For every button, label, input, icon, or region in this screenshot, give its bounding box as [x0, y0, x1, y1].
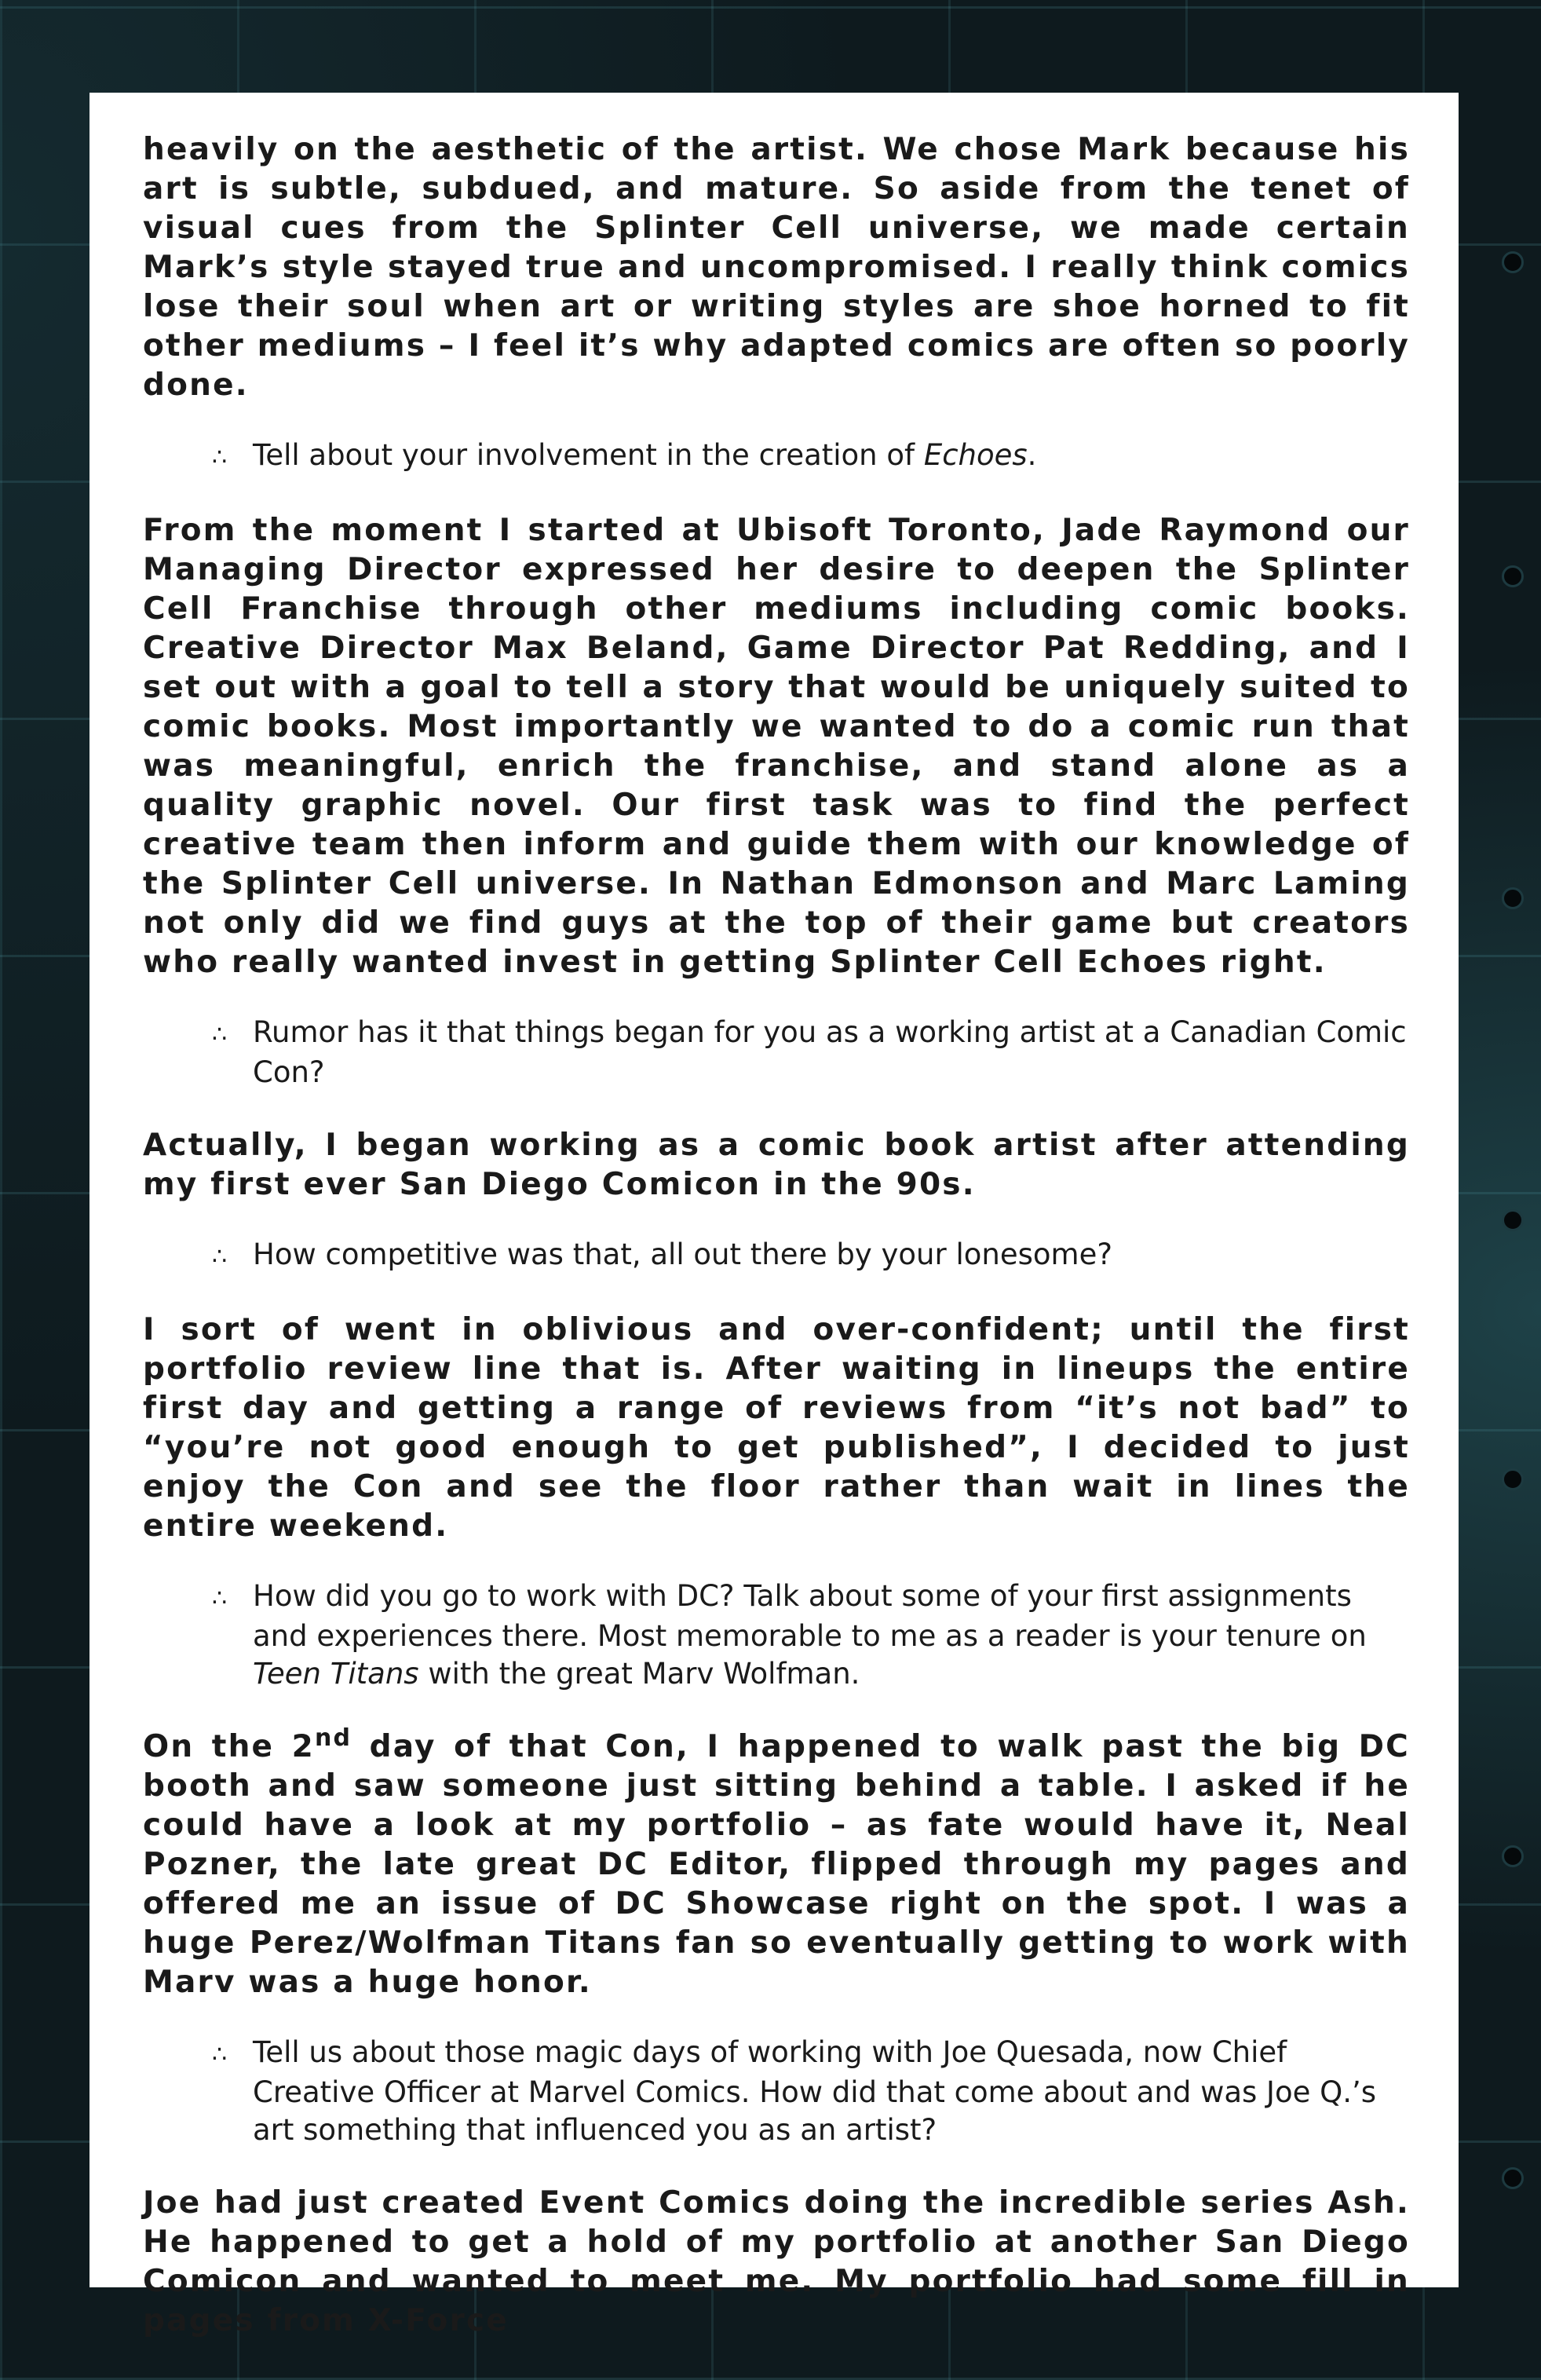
interview-question	[143, 437, 1410, 477]
question-text: How did you go to work with DC? Talk about some of your first assignments and experiences there. Most memorable to me as a reader is your tenure on	[253, 1579, 1367, 1653]
interview-question	[143, 1236, 1410, 1276]
background-dot	[1502, 1845, 1524, 1867]
background-dot	[1502, 1468, 1524, 1490]
question-text: Rumor has it that things began for you as a working artist at a Canadian Comic Con?	[253, 1015, 1407, 1089]
question-text-end: with the great Marv Wolfman.	[418, 1657, 860, 1691]
answer-text: On the 2	[143, 1729, 315, 1764]
interview-question	[143, 1578, 1410, 1693]
question-text: Tell us about those magic days of working with Joe Quesada, now Chief Creative Officer at Marvel Comics. How did that come about and was Joe Q.’s art something that influenced you as an artist?	[253, 2035, 1377, 2147]
background-dot	[1502, 251, 1524, 273]
bullet-icon: ∴	[212, 2041, 228, 2068]
interview-question	[143, 2034, 1410, 2149]
background-dot	[1502, 565, 1524, 587]
question-text: How competitive was that, all out there by your lonesome?	[253, 1238, 1112, 1271]
interview-page	[89, 93, 1459, 2338]
answer-paragraph: I sort of went in oblivious and over-confident; until the first portfolio review line that is. After waiting in lineups the entire first day and getting a range of reviews from “it’s not bad” to “you’re not good enough to get published”, I decided to just enjoy the Con and see the floor rather than wait in lines the entire weekend.	[143, 1312, 1410, 1544]
title-italic: Teen Titans	[253, 1657, 419, 1691]
background-dot	[1502, 2167, 1524, 2189]
background-dot	[1502, 887, 1524, 909]
title-italic: Echoes	[923, 438, 1028, 472]
answer-text-end: day of that Con, I happened to walk past the big DC booth and saw someone just sitting behind a table. I asked if he could have a look at my portfolio – as fate would have it, Neal Pozner, the late great DC Editor, flipped through my pages and offered me an issue of DC Showcase right on the spot. I was a huge Perez/Wolfman Titans fan so eventually getting to work with Marv was a huge honor.	[143, 1729, 1411, 2000]
background-dot	[1502, 1209, 1524, 1231]
bullet-icon: ∴	[212, 1585, 228, 1612]
bullet-icon: ∴	[212, 1243, 228, 1270]
bullet-icon: ∴	[212, 1021, 228, 1048]
answer-paragraph	[143, 1724, 1411, 2002]
ordinal-suffix: nd	[314, 1724, 352, 1752]
answer-paragraph: heavily on the aesthetic of the artist. We chose Mark because his art is subtle, subdued, and mature. So aside from the tenet of visual cues from the Splinter Cell universe, we made certain Mark’s style stayed true and uncompromised. I really think comics lose their soul when art or writing styles are shoe horned to fit other mediums – I feel it’s why adapted comics are often so poorly done.	[143, 132, 1410, 403]
answer-paragraph: Actually, I began working as a comic book artist after attending my first ever San Diego Comicon in the 90s.	[143, 1128, 1410, 1202]
question-text-end: .	[1027, 438, 1037, 472]
answer-paragraph: From the moment I started at Ubisoft Toronto, Jade Raymond our Managing Director expressed her desire to deepen the Splinter Cell Franchise through other mediums including comic books. Creative Director Max Beland, Game Director Pat Redding, and I set out with a goal to tell a story that would be uniquely suited to comic books. Most importantly we wanted to do a comic run that was meaningful, enrich the franchise, and stand alone as a quality graphic novel. Our first task was to find the perfect creative team then inform and guide them with our knowledge of the Splinter Cell universe. In Nathan Edmonson and Marc Laming not only did we find guys at the top of their game but creators who really wanted invest in getting Splinter Cell Echoes right.	[143, 513, 1410, 980]
answer-paragraph: Joe had just created Event Comics doing the incredible series Ash. He happened to get a hold of my portfolio at another San Diego Comicon and wanted to meet me. My portfolio had some fill in pages from X-Force	[143, 2185, 1410, 2338]
bullet-icon: ∴	[212, 444, 228, 471]
interview-question	[143, 1014, 1410, 1091]
question-text: Tell about your involvement in the creation of	[253, 438, 924, 472]
